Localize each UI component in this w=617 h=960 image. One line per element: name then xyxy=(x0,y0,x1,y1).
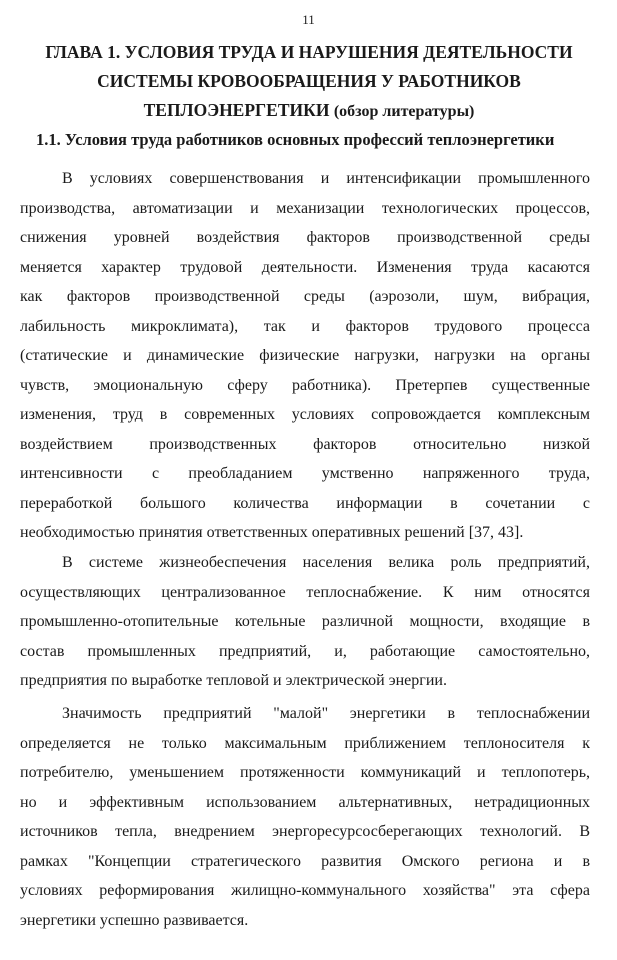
text-line: снижения уровней воздействия факторов производственной среды xyxy=(20,229,590,246)
page-number: 11 xyxy=(302,12,315,27)
text-line: промышленно-отопительные котельные различной мощности, входящие в xyxy=(20,613,590,630)
text-line: энергетики успешно развивается. xyxy=(20,911,249,929)
chapter-title-main: ТЕПЛОЭНЕРГЕТИКИ xyxy=(143,100,330,120)
chapter-title-subtitle: (обзор литературы) xyxy=(333,103,475,120)
text-line: (статические и динамические физические нагрузки, нагрузки на органы xyxy=(20,347,590,364)
text-line: состав промышленных предприятий, и, работающие самостоятельно, xyxy=(20,642,590,660)
text-line: осуществляющих централизованное теплоснабжение. К ним относятся xyxy=(20,583,590,601)
text-line: предприятия по выработке тепловой и электрической энергии. xyxy=(20,672,447,689)
text-line: В системе жизнеобеспечения населения велика роль предприятий, xyxy=(62,554,590,571)
chapter-title xyxy=(20,38,598,126)
text-line: источников тепла, внедрением энергоресурсосберегающих технологий. В xyxy=(20,823,590,840)
text-line: но и эффективным использованием альтернативных, нетрадиционных xyxy=(20,793,590,811)
text-line: необходимостью принятия ответственных оперативных решений [37, 43]. xyxy=(20,524,524,541)
text-line: рамках "Концепции стратегического развития Омского региона и в xyxy=(20,852,590,870)
text-line: потребителю, уменьшением протяженности коммуникаций и теплопотерь, xyxy=(20,764,590,781)
chapter-title-line-1: ГЛАВА 1. УСЛОВИЯ ТРУДА И НАРУШЕНИЯ ДЕЯТЕЛЬНОСТИ xyxy=(45,42,573,62)
paragraph-3 xyxy=(20,699,590,935)
section-heading: 1.1. Условия труда работников основных профессий теплоэнергетики xyxy=(36,130,555,149)
text-line: меняется характер трудовой деятельности. Изменения труда касаются xyxy=(20,258,590,276)
text-line: лабильность микроклимата), так и факторов трудового процесса xyxy=(20,317,590,335)
text-line: Значимость предприятий "малой" энергетики в теплоснабжении xyxy=(62,705,590,722)
text-line: производства, автоматизации и механизации технологических процессов, xyxy=(20,199,590,217)
text-line: интенсивности с преобладанием умственно напряженного труда, xyxy=(20,465,590,482)
chapter-title-line-3 xyxy=(20,96,598,126)
text-line: условиях реформирования жилищно-коммунального хозяйства" эта сфера xyxy=(20,882,590,899)
text-line: В условиях совершенствования и интенсификации промышленного xyxy=(62,170,590,187)
paragraph-1 xyxy=(20,164,590,548)
text-line: изменения, труд в современных условиях сопровождается комплексным xyxy=(20,406,590,423)
text-line: чувств, эмоциональную сферу работника). Претерпев существенные xyxy=(20,376,590,394)
text-line: переработкой большого количества информации в сочетании с xyxy=(20,494,590,512)
text-line: воздействием производственных факторов относительно низкой xyxy=(20,435,590,453)
text-line: определяется не только максимальным приближением теплоносителя к xyxy=(20,734,590,752)
paragraph-2 xyxy=(20,548,590,696)
text-line: как факторов производственной среды (аэрозоли, шум, вибрация, xyxy=(20,288,590,305)
chapter-title-line-2: СИСТЕМЫ КРОВООБРАЩЕНИЯ У РАБОТНИКОВ xyxy=(97,71,521,91)
